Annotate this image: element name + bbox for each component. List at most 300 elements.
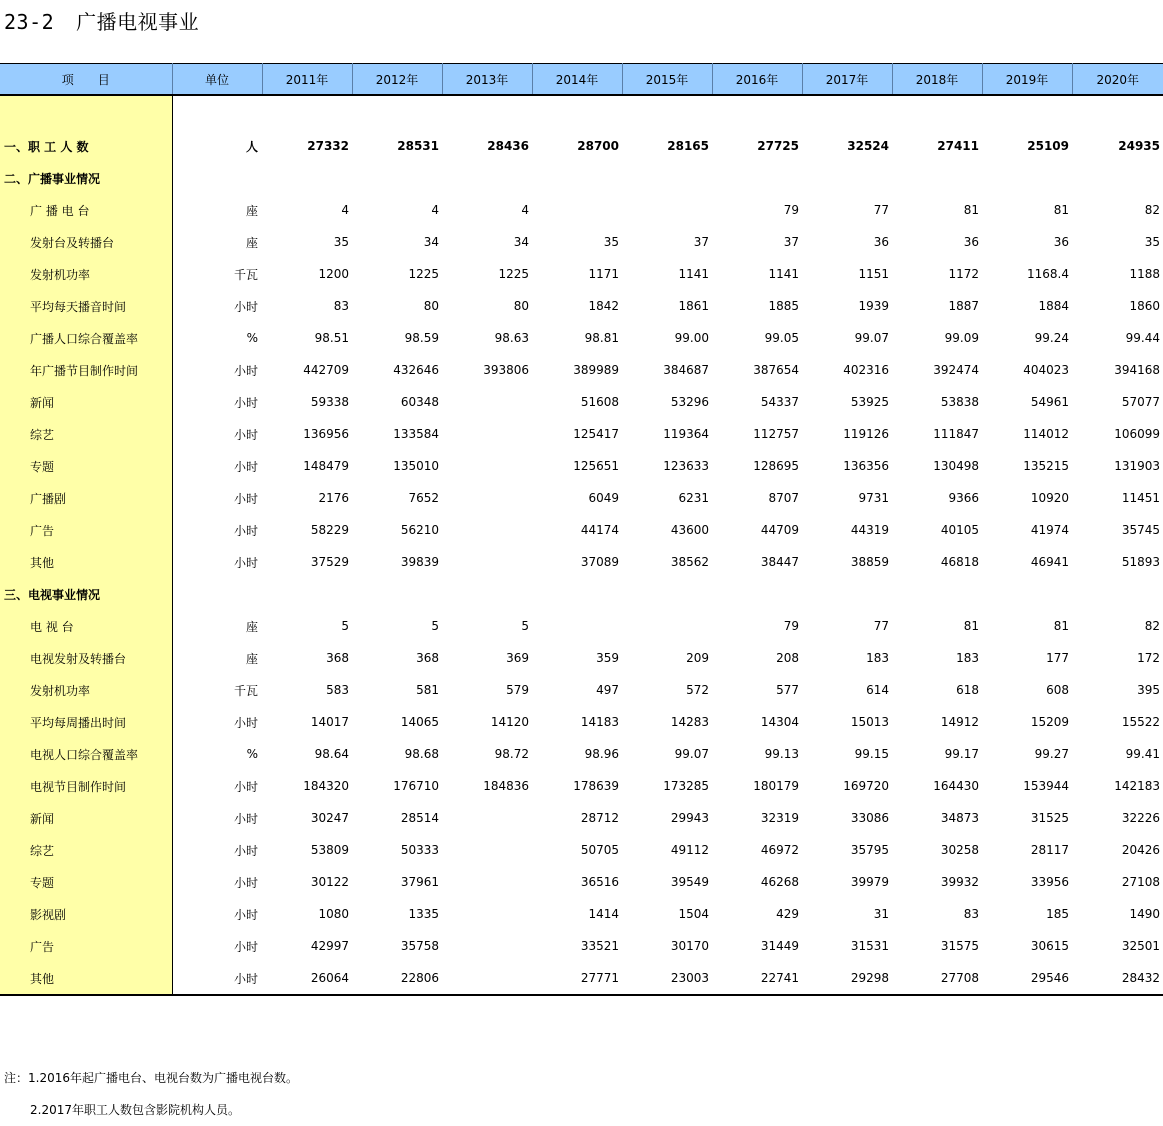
value-cell: 618 — [956, 683, 979, 697]
row-unit: 座 — [245, 203, 258, 218]
value-cell: 1887 — [948, 299, 979, 313]
value-cell: 32319 — [760, 811, 799, 825]
table-row — [0, 354, 1163, 386]
value-cell: 98.51 — [314, 331, 349, 345]
value-cell: 1151 — [858, 267, 889, 281]
row-label: 综艺 — [0, 418, 172, 450]
value-cell: 28712 — [580, 811, 619, 825]
value-cell: 81 — [963, 619, 979, 633]
value-cell: 4 — [431, 203, 439, 217]
table-row — [0, 802, 1163, 834]
table-row — [0, 130, 1163, 162]
value-cell: 209 — [686, 651, 709, 665]
value-cell — [442, 866, 532, 898]
table-row — [0, 546, 1163, 578]
value-cell: 32501 — [1121, 939, 1160, 953]
value-cell: 81 — [963, 203, 979, 217]
row-label: 二、广播事业情况 — [0, 162, 172, 194]
table-row — [0, 258, 1163, 290]
table-number: 23-2 — [4, 10, 55, 34]
value-cell: 128695 — [753, 459, 799, 473]
row-unit: 人 — [245, 139, 258, 154]
value-cell: 40105 — [940, 523, 979, 537]
value-cell: 8707 — [768, 491, 799, 505]
row-unit: 座 — [245, 651, 258, 666]
value-cell: 51893 — [1121, 555, 1160, 569]
value-cell: 183 — [956, 651, 979, 665]
value-cell: 34 — [513, 235, 529, 249]
header-year: 2018年 — [892, 64, 982, 96]
value-cell: 184836 — [483, 779, 529, 793]
value-cell: 23003 — [622, 962, 712, 995]
statistics-table — [0, 63, 1163, 996]
row-unit: % — [246, 747, 258, 761]
value-cell: 125417 — [573, 427, 619, 441]
value-cell: 368 — [416, 651, 439, 665]
table-row — [0, 962, 1163, 995]
table-row — [0, 322, 1163, 354]
table-row — [0, 770, 1163, 802]
value-cell: 14183 — [580, 715, 619, 729]
header-item: 项 目 — [0, 64, 172, 96]
value-cell — [262, 162, 352, 194]
value-cell: 42997 — [310, 939, 349, 953]
value-cell: 28531 — [397, 139, 439, 153]
value-cell: 30258 — [940, 843, 979, 857]
row-unit: 小时 — [172, 962, 262, 995]
value-cell: 1141 — [678, 267, 709, 281]
value-cell: 35 — [603, 235, 619, 249]
value-cell: 53838 — [940, 395, 979, 409]
value-cell — [442, 930, 532, 962]
value-cell: 572 — [686, 683, 709, 697]
value-cell: 27725 — [757, 139, 799, 153]
value-cell — [802, 162, 892, 194]
value-cell: 1939 — [858, 299, 889, 313]
value-cell: 35 — [1144, 235, 1160, 249]
header-year: 2020年 — [1072, 64, 1163, 96]
value-cell: 429 — [776, 907, 799, 921]
value-cell: 77 — [873, 203, 889, 217]
value-cell: 32226 — [1121, 811, 1160, 825]
value-cell: 82 — [1144, 619, 1160, 633]
row-unit: % — [246, 331, 258, 345]
row-unit: 小时 — [233, 363, 258, 378]
table-row — [0, 418, 1163, 450]
value-cell — [892, 578, 982, 610]
value-cell — [712, 578, 802, 610]
value-cell: 1188 — [1129, 267, 1160, 281]
row-label: 广播剧 — [0, 482, 172, 514]
value-cell: 20426 — [1121, 843, 1160, 857]
value-cell: 28700 — [577, 139, 619, 153]
row-unit: 小时 — [233, 907, 258, 922]
value-cell — [442, 418, 532, 450]
value-cell: 5 — [341, 619, 349, 633]
value-cell: 1141 — [768, 267, 799, 281]
value-cell: 177 — [1046, 651, 1069, 665]
value-cell: 53809 — [310, 843, 349, 857]
value-cell: 402316 — [843, 363, 889, 377]
row-label: 广 播 电 台 — [0, 194, 172, 226]
value-cell: 395 — [1137, 683, 1160, 697]
value-cell: 387654 — [753, 363, 799, 377]
value-cell — [442, 482, 532, 514]
value-cell — [442, 802, 532, 834]
value-cell: 579 — [506, 683, 529, 697]
value-cell: 82 — [1144, 203, 1160, 217]
value-cell: 44319 — [850, 523, 889, 537]
table-row — [0, 386, 1163, 418]
value-cell: 44174 — [580, 523, 619, 537]
table-row — [0, 578, 1163, 610]
header-year: 2017年 — [802, 64, 892, 96]
row-unit: 小时 — [233, 715, 258, 730]
value-cell: 29546 — [982, 962, 1072, 995]
value-cell: 4 — [341, 203, 349, 217]
table-row — [0, 194, 1163, 226]
value-cell: 46941 — [1030, 555, 1069, 569]
value-cell: 46268 — [760, 875, 799, 889]
row-unit: 座 — [245, 235, 258, 250]
row-label: 其他 — [0, 546, 172, 578]
value-cell: 497 — [596, 683, 619, 697]
value-cell: 185 — [1046, 907, 1069, 921]
value-cell: 136956 — [303, 427, 349, 441]
value-cell: 153944 — [1023, 779, 1069, 793]
value-cell: 81 — [1053, 619, 1069, 633]
value-cell — [442, 386, 532, 418]
value-cell: 14912 — [940, 715, 979, 729]
row-label: 专题 — [0, 450, 172, 482]
value-cell: 31531 — [850, 939, 889, 953]
value-cell: 37 — [783, 235, 799, 249]
value-cell: 31 — [873, 907, 889, 921]
value-cell: 1842 — [588, 299, 619, 313]
value-cell: 169720 — [843, 779, 889, 793]
value-cell: 131903 — [1114, 459, 1160, 473]
value-cell: 36516 — [580, 875, 619, 889]
value-cell: 15013 — [850, 715, 889, 729]
value-cell — [802, 578, 892, 610]
value-cell: 24935 — [1118, 139, 1160, 153]
table-row — [0, 514, 1163, 546]
header-unit: 单位 — [172, 64, 262, 96]
value-cell: 112757 — [753, 427, 799, 441]
value-cell: 1335 — [408, 907, 439, 921]
value-cell: 99.05 — [764, 331, 799, 345]
value-cell — [622, 194, 712, 226]
row-label: 平均每天播音时间 — [0, 290, 172, 322]
value-cell: 608 — [1046, 683, 1069, 697]
value-cell: 394168 — [1114, 363, 1160, 377]
header-row — [0, 64, 1163, 96]
row-label: 电视发射及转播台 — [0, 642, 172, 674]
row-label: 综艺 — [0, 834, 172, 866]
value-cell: 15209 — [1030, 715, 1069, 729]
value-cell: 10920 — [1030, 491, 1069, 505]
header-year: 2014年 — [532, 64, 622, 96]
value-cell — [442, 578, 532, 610]
row-unit: 小时 — [233, 395, 258, 410]
value-cell: 39839 — [400, 555, 439, 569]
value-cell: 114012 — [1023, 427, 1069, 441]
row-label: 新闻 — [0, 386, 172, 418]
row-unit: 小时 — [233, 811, 258, 826]
value-cell: 1200 — [318, 267, 349, 281]
value-cell: 1225 — [408, 267, 439, 281]
value-cell: 432646 — [393, 363, 439, 377]
value-cell: 1414 — [588, 907, 619, 921]
row-label: 广告 — [0, 930, 172, 962]
table-row — [0, 674, 1163, 706]
footnote: 2.2017年职工人数包含影院机构人员。 — [30, 1103, 240, 1117]
value-cell: 1860 — [1129, 299, 1160, 313]
value-cell: 27411 — [937, 139, 979, 153]
value-cell: 37529 — [310, 555, 349, 569]
value-cell: 33956 — [1030, 875, 1069, 889]
value-cell: 31525 — [1030, 811, 1069, 825]
value-cell: 135215 — [1023, 459, 1069, 473]
value-cell: 125651 — [573, 459, 619, 473]
table-row — [0, 642, 1163, 674]
row-unit: 小时 — [233, 427, 258, 442]
value-cell: 183 — [866, 651, 889, 665]
value-cell: 99.07 — [674, 747, 709, 761]
header-year: 2012年 — [352, 64, 442, 96]
table-row — [0, 610, 1163, 642]
value-cell: 37089 — [580, 555, 619, 569]
header-year: 2019年 — [982, 64, 1072, 96]
value-cell: 176710 — [393, 779, 439, 793]
value-cell — [892, 162, 982, 194]
footnote: 注：1.2016年起广播电台、电视台数为广播电视台数。 — [4, 1071, 298, 1085]
table-row — [0, 482, 1163, 514]
value-cell: 99.09 — [944, 331, 979, 345]
value-cell: 36 — [963, 235, 979, 249]
row-label: 发射台及转播台 — [0, 226, 172, 258]
value-cell — [1072, 578, 1163, 610]
value-cell: 28117 — [1030, 843, 1069, 857]
value-cell: 1171 — [588, 267, 619, 281]
value-cell: 384687 — [663, 363, 709, 377]
row-unit: 座 — [245, 619, 258, 634]
value-cell: 14120 — [490, 715, 529, 729]
value-cell — [622, 162, 712, 194]
value-cell: 368 — [326, 651, 349, 665]
value-cell: 98.59 — [404, 331, 439, 345]
row-unit: 小时 — [233, 459, 258, 474]
row-label: 电视人口综合覆盖率 — [0, 738, 172, 770]
value-cell: 164430 — [933, 779, 979, 793]
value-cell — [622, 610, 712, 642]
value-cell: 99.41 — [1125, 747, 1160, 761]
value-cell: 392474 — [933, 363, 979, 377]
value-cell: 30122 — [310, 875, 349, 889]
value-cell: 180179 — [753, 779, 799, 793]
value-cell: 79 — [783, 203, 799, 217]
value-cell — [442, 162, 532, 194]
value-cell: 44709 — [760, 523, 799, 537]
value-cell: 99.27 — [1034, 747, 1069, 761]
value-cell: 49112 — [670, 843, 709, 857]
row-unit: 小时 — [233, 299, 258, 314]
value-cell: 583 — [326, 683, 349, 697]
value-cell: 178639 — [573, 779, 619, 793]
value-cell: 27708 — [892, 962, 982, 995]
value-cell — [442, 514, 532, 546]
footnotes — [4, 1062, 298, 1126]
header-year: 2015年 — [622, 64, 712, 96]
value-cell: 39549 — [670, 875, 709, 889]
value-cell: 98.68 — [404, 747, 439, 761]
row-unit: 千瓦 — [233, 267, 258, 282]
value-cell: 41974 — [1030, 523, 1069, 537]
value-cell — [982, 578, 1072, 610]
table-body — [0, 95, 1163, 995]
value-cell: 99.15 — [854, 747, 889, 761]
value-cell: 60348 — [400, 395, 439, 409]
value-cell: 35758 — [400, 939, 439, 953]
value-cell: 133584 — [393, 427, 439, 441]
value-cell: 5 — [521, 619, 529, 633]
value-cell: 59338 — [310, 395, 349, 409]
value-cell: 14283 — [670, 715, 709, 729]
value-cell: 29943 — [670, 811, 709, 825]
value-cell: 15522 — [1121, 715, 1160, 729]
value-cell: 1080 — [318, 907, 349, 921]
value-cell: 359 — [596, 651, 619, 665]
value-cell: 119364 — [663, 427, 709, 441]
table-row — [0, 290, 1163, 322]
value-cell: 208 — [776, 651, 799, 665]
value-cell: 80 — [513, 299, 529, 313]
value-cell — [532, 610, 622, 642]
value-cell: 80 — [423, 299, 439, 313]
value-cell: 184320 — [303, 779, 349, 793]
value-cell: 28436 — [487, 139, 529, 153]
value-cell: 393806 — [483, 363, 529, 377]
value-cell: 1504 — [678, 907, 709, 921]
value-cell: 35 — [333, 235, 349, 249]
value-cell: 22741 — [712, 962, 802, 995]
value-cell: 14304 — [760, 715, 799, 729]
value-cell — [262, 578, 352, 610]
value-cell: 39979 — [850, 875, 889, 889]
value-cell: 83 — [963, 907, 979, 921]
value-cell: 34 — [423, 235, 439, 249]
value-cell — [352, 162, 442, 194]
value-cell: 130498 — [933, 459, 979, 473]
value-cell: 389989 — [573, 363, 619, 377]
value-cell — [442, 450, 532, 482]
value-cell — [712, 162, 802, 194]
value-cell: 173285 — [663, 779, 709, 793]
row-unit: 小时 — [233, 491, 258, 506]
value-cell: 38447 — [760, 555, 799, 569]
value-cell — [442, 898, 532, 930]
table-row — [0, 738, 1163, 770]
value-cell: 1172 — [948, 267, 979, 281]
value-cell: 32524 — [847, 139, 889, 153]
value-cell: 4 — [521, 203, 529, 217]
value-cell — [622, 578, 712, 610]
value-cell: 25109 — [1027, 139, 1069, 153]
value-cell: 172 — [1137, 651, 1160, 665]
value-cell: 27332 — [307, 139, 349, 153]
value-cell: 27108 — [1121, 875, 1160, 889]
value-cell: 29298 — [802, 962, 892, 995]
row-label: 电 视 台 — [0, 610, 172, 642]
value-cell: 111847 — [933, 427, 979, 441]
value-cell: 99.17 — [944, 747, 979, 761]
row-unit: 小时 — [233, 843, 258, 858]
table-row — [0, 930, 1163, 962]
value-cell: 99.24 — [1034, 331, 1069, 345]
value-cell: 6049 — [588, 491, 619, 505]
value-cell: 54961 — [1030, 395, 1069, 409]
value-cell: 98.81 — [584, 331, 619, 345]
row-label: 发射机功率 — [0, 258, 172, 290]
table-row — [0, 226, 1163, 258]
value-cell: 37 — [693, 235, 709, 249]
row-label: 广播人口综合覆盖率 — [0, 322, 172, 354]
spacer-row — [0, 95, 1163, 130]
value-cell: 142183 — [1114, 779, 1160, 793]
row-label: 其他 — [0, 962, 172, 995]
value-cell: 1225 — [498, 267, 529, 281]
value-cell: 50333 — [400, 843, 439, 857]
value-cell: 35745 — [1121, 523, 1160, 537]
value-cell: 98.64 — [314, 747, 349, 761]
value-cell: 369 — [506, 651, 529, 665]
value-cell: 79 — [783, 619, 799, 633]
table-row — [0, 162, 1163, 194]
row-unit: 小时 — [233, 523, 258, 538]
row-unit: 千瓦 — [233, 683, 258, 698]
value-cell — [352, 578, 442, 610]
value-cell: 5 — [431, 619, 439, 633]
value-cell: 98.63 — [494, 331, 529, 345]
row-unit — [172, 578, 262, 610]
value-cell: 119126 — [843, 427, 889, 441]
row-label: 专题 — [0, 866, 172, 898]
header-year: 2013年 — [442, 64, 532, 96]
value-cell: 51608 — [580, 395, 619, 409]
value-cell: 81 — [1053, 203, 1069, 217]
value-cell: 442709 — [303, 363, 349, 377]
value-cell: 28165 — [667, 139, 709, 153]
value-cell — [442, 546, 532, 578]
value-cell: 83 — [333, 299, 349, 313]
value-cell: 43600 — [670, 523, 709, 537]
value-cell: 30247 — [310, 811, 349, 825]
row-unit: 小时 — [233, 939, 258, 954]
table-row — [0, 706, 1163, 738]
value-cell: 614 — [866, 683, 889, 697]
value-cell: 50705 — [580, 843, 619, 857]
value-cell: 33086 — [850, 811, 889, 825]
value-cell: 36 — [873, 235, 889, 249]
value-cell — [532, 162, 622, 194]
value-cell: 28514 — [400, 811, 439, 825]
value-cell: 98.72 — [494, 747, 529, 761]
value-cell — [1072, 162, 1163, 194]
value-cell: 148479 — [303, 459, 349, 473]
header-year: 2011年 — [262, 64, 352, 96]
value-cell: 14065 — [400, 715, 439, 729]
value-cell: 54337 — [760, 395, 799, 409]
